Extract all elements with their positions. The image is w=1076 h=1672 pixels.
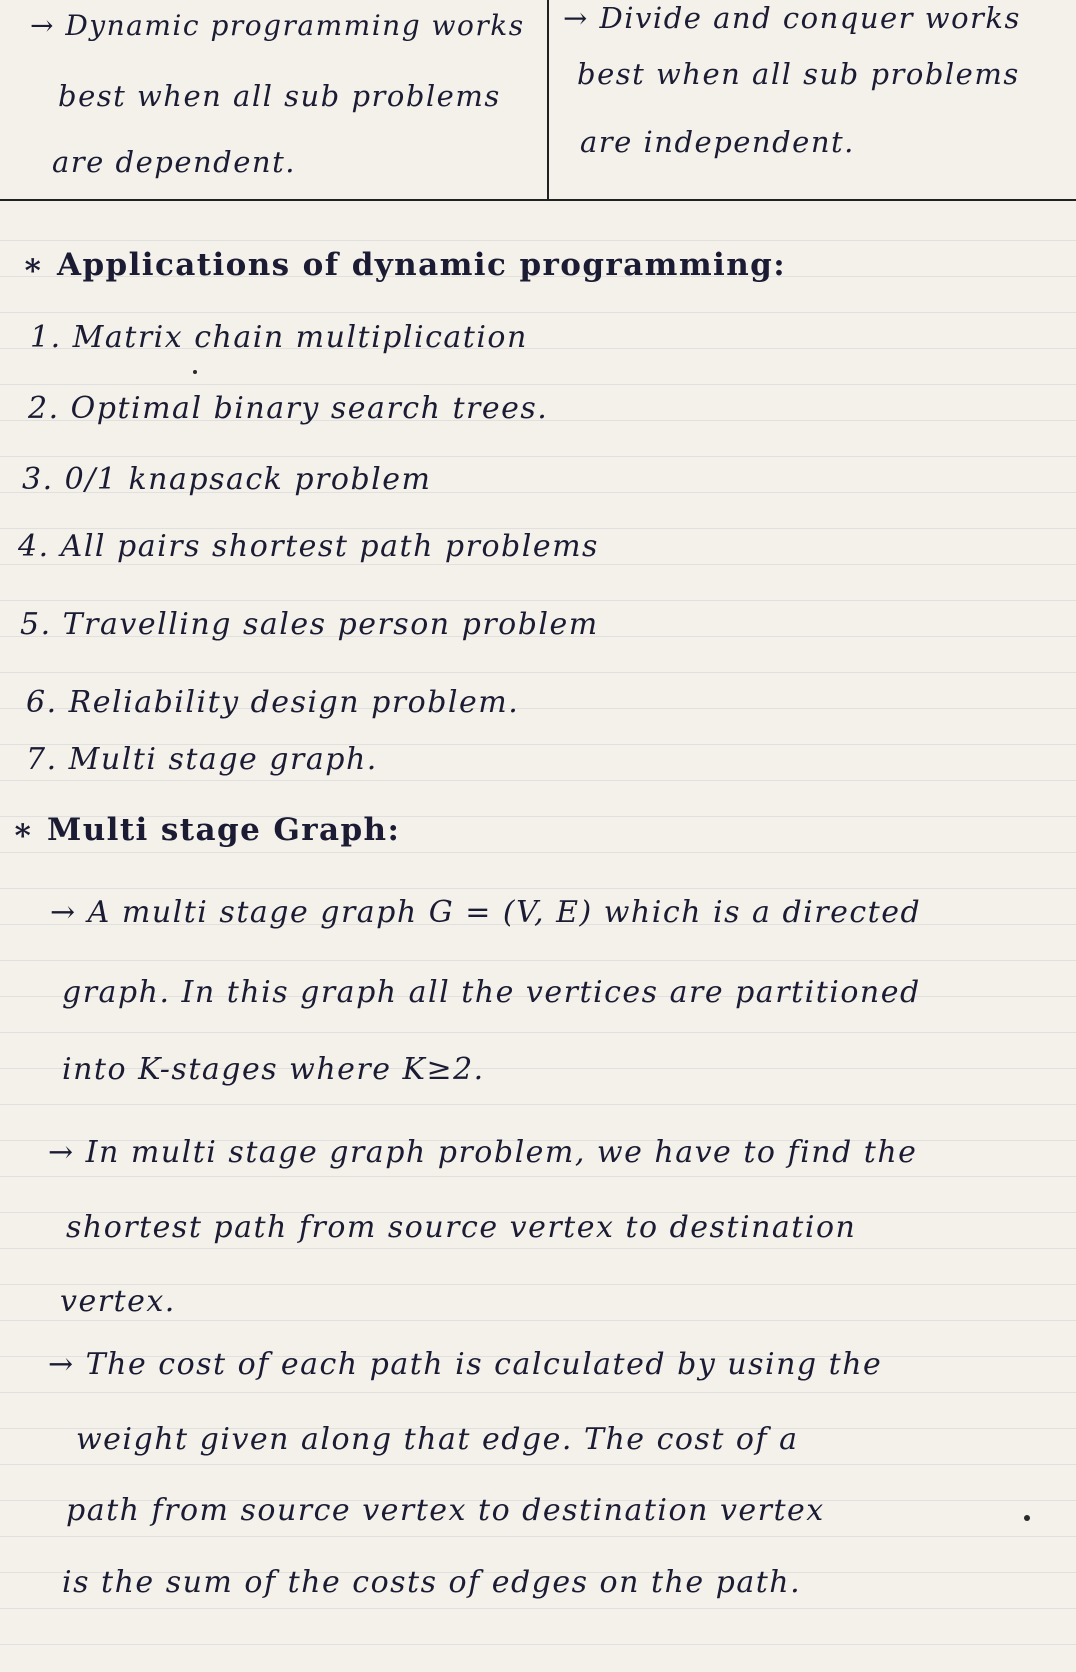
ruled-line (0, 1176, 1076, 1177)
ruled-line (0, 1320, 1076, 1321)
paragraph-line: weight given along that edge. The cost of a (76, 1422, 799, 1457)
ruled-line (0, 1536, 1076, 1537)
ruled-line (0, 1392, 1076, 1393)
dp-line: are dependent. (52, 145, 296, 179)
application-item: 7. Multi stage graph. (26, 742, 378, 777)
ruled-line (0, 888, 1076, 889)
applications-heading: ∗ Applications of dynamic programming: (22, 247, 787, 283)
ruled-line (0, 1644, 1076, 1645)
dp-line: best when all sub problems (58, 79, 501, 113)
ruled-line (0, 240, 1076, 241)
application-item: 3. 0/1 knapsack problem (22, 462, 432, 497)
paragraph-line: vertex. (60, 1284, 176, 1319)
ruled-line (0, 1032, 1076, 1033)
ruled-line (0, 564, 1076, 565)
ruled-line (0, 1104, 1076, 1105)
application-item: 1. Matrix chain multiplication (30, 320, 528, 355)
application-item: 2. Optimal binary search trees. (28, 391, 549, 426)
pen-mark (1024, 1515, 1030, 1521)
ruled-line (0, 1464, 1076, 1465)
ruled-line (0, 852, 1076, 853)
paragraph-line: shortest path from source vertex to destination (66, 1210, 857, 1245)
ruled-line (0, 384, 1076, 385)
paragraph-line: → In multi stage graph problem, we have to find the (48, 1135, 918, 1170)
ruled-line (0, 1608, 1076, 1609)
paragraph-line: → A multi stage graph G = (V, E) which is a directed (50, 895, 922, 930)
ruled-line (0, 600, 1076, 601)
ruled-line (0, 456, 1076, 457)
dp-line: → Dynamic programming works (30, 9, 525, 42)
pen-mark (193, 370, 197, 374)
dc-line: are independent. (580, 125, 855, 159)
paragraph-line: is the sum of the costs of edges on the path. (62, 1565, 802, 1600)
paragraph-line: path from source vertex to destination vertex (66, 1493, 825, 1528)
application-item: 4. All pairs shortest path problems (18, 529, 599, 564)
table-vertical-divider (547, 0, 549, 200)
paragraph-line: → The cost of each path is calculated by using the (48, 1347, 883, 1382)
multistage-heading: ∗ Multi stage Graph: (12, 812, 401, 848)
dc-line: → Divide and conquer works (563, 1, 1021, 35)
ruled-line (0, 960, 1076, 961)
dc-line: best when all sub problems (577, 57, 1020, 91)
paragraph-line: into K-stages where K≥2. (62, 1052, 485, 1087)
ruled-line (0, 312, 1076, 313)
application-item: 6. Reliability design problem. (26, 685, 520, 720)
ruled-line (0, 780, 1076, 781)
ruled-line (0, 672, 1076, 673)
paragraph-line: graph. In this graph all the vertices are partitioned (62, 975, 921, 1010)
ruled-line (0, 1248, 1076, 1249)
table-bottom-border (0, 199, 1076, 201)
application-item: 5. Travelling sales person problem (20, 607, 599, 642)
